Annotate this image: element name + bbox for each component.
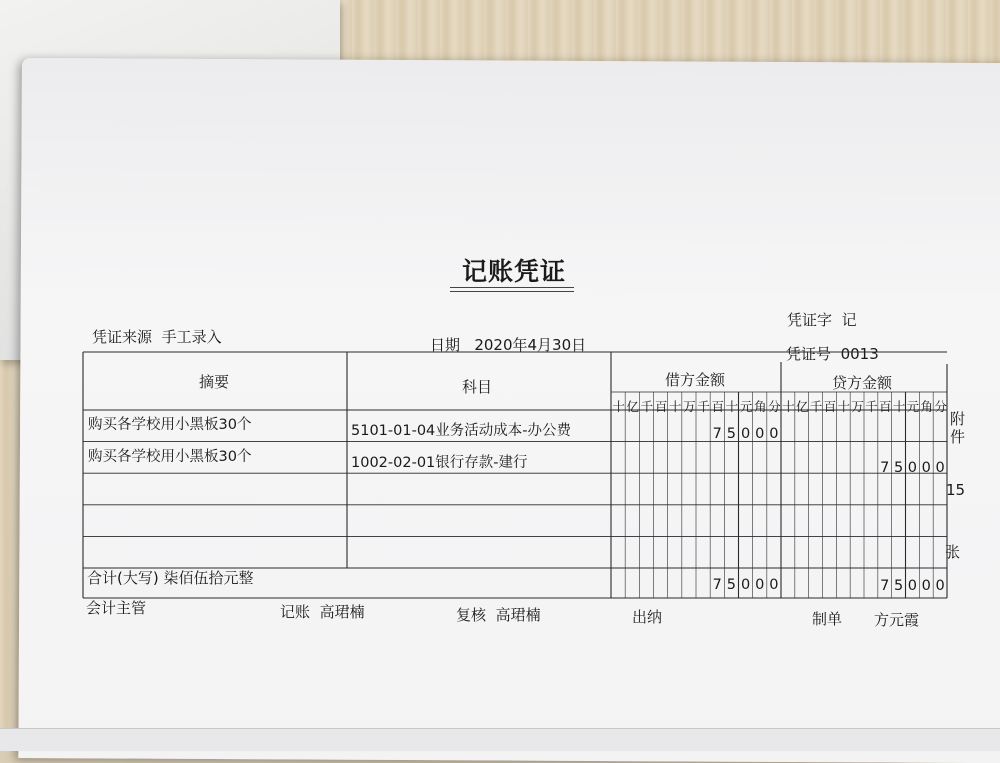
signature-bookkeeper (280, 601, 365, 622)
debit-unit-8: 十 (725, 399, 739, 414)
voucher-no-value: 0013 (840, 345, 879, 363)
signature-preparer: 制单 (812, 610, 843, 628)
debit-unit-10: 角 (753, 399, 767, 414)
preparer-name: 方元霞 (874, 611, 920, 629)
row-summary: 购买各学校用小黑板30个 (88, 417, 252, 433)
total-debit-digit: 0 (740, 577, 751, 593)
row-summary: 购买各学校用小黑板30个 (88, 448, 252, 465)
total-debit-digit: 0 (755, 577, 765, 593)
credit-unit-1: 亿 (795, 399, 809, 414)
header-summary: 摘要 (199, 373, 230, 391)
credit-unit-5: 万 (851, 399, 864, 414)
row-account: 5101-01-04业务活动成本-办公费 (351, 423, 571, 439)
credit-unit-6: 千 (865, 399, 878, 414)
total-label: 合计(大写) 柒佰伍拾元整 (87, 569, 254, 587)
credit-unit-8: 十 (892, 399, 906, 414)
credit-unit-11: 分 (934, 399, 947, 414)
credit-unit-7: 百 (878, 399, 892, 414)
debit-unit-6: 千 (697, 399, 710, 414)
signature-cashier: 出纳 (632, 608, 663, 626)
total-credit-digit: 0 (907, 578, 918, 594)
voucher-no-label: 凭证号 (786, 345, 832, 363)
credit-unit-10: 角 (920, 399, 933, 414)
row-credit-digit: 0 (935, 460, 945, 476)
total-credit-digit: 5 (893, 578, 904, 594)
total-debit-digit: 5 (726, 577, 737, 593)
signature-supervisor: 会计主管 (86, 599, 147, 617)
reviewer-name: 高珺楠 (495, 606, 541, 624)
row-debit-digit: 0 (755, 426, 765, 442)
total-debit-digit: 0 (769, 577, 779, 593)
reviewer-label: 复核 (456, 606, 487, 624)
credit-unit-2: 千 (809, 399, 823, 414)
credit-unit-0: 十 (782, 399, 795, 414)
bookkeeper-name: 高珺楠 (319, 603, 365, 621)
header-debit: 借方金额 (665, 371, 726, 389)
debit-unit-11: 分 (768, 399, 781, 414)
header-credit: 贷方金额 (832, 374, 893, 392)
row-debit-digit: 0 (740, 426, 751, 442)
row-credit-digit: 0 (907, 460, 918, 476)
row-debit-digit: 5 (726, 426, 737, 442)
date-label: 日期 (430, 336, 461, 354)
debit-unit-1: 亿 (626, 399, 639, 414)
source-label: 凭证来源 (92, 328, 153, 346)
attachments-label: 附件 (950, 410, 966, 446)
total-credit-digit: 0 (921, 578, 931, 594)
source-value: 手工录入 (161, 328, 222, 346)
debit-unit-5: 万 (683, 399, 696, 414)
voucher-title: 记账凭证 (462, 257, 567, 286)
bookkeeper-label: 记账 (280, 603, 311, 621)
voucher-type-value: 记 (841, 311, 857, 329)
row-credit-digit: 7 (880, 460, 890, 476)
debit-unit-7: 百 (711, 399, 724, 414)
credit-unit-9: 元 (906, 399, 920, 414)
header-account: 科目 (462, 378, 493, 396)
debit-unit-9: 元 (739, 399, 753, 414)
debit-unit-2: 千 (640, 399, 654, 414)
debit-unit-4: 十 (668, 399, 682, 414)
debit-unit-0: 十 (612, 399, 625, 414)
credit-unit-3: 百 (823, 399, 837, 414)
row-debit-digit: 7 (712, 426, 722, 442)
attachments-unit: 张 (945, 543, 961, 561)
debit-unit-3: 百 (654, 399, 668, 414)
date-value: 2020年4月30日 (474, 336, 587, 354)
row-debit-digit: 0 (769, 426, 779, 442)
row-credit-digit: 0 (921, 460, 931, 476)
row-credit-digit: 5 (893, 460, 904, 476)
voucher-type-label: 凭证字 (787, 311, 833, 329)
signature-reviewer (456, 604, 541, 625)
credit-unit-4: 十 (837, 399, 850, 414)
total-credit-digit: 7 (880, 578, 890, 594)
total-credit-digit: 0 (935, 578, 945, 594)
row-account: 1002-02-01银行存款-建行 (351, 454, 528, 471)
total-debit-digit: 7 (712, 577, 722, 593)
attachments-count: 15 (946, 481, 966, 499)
